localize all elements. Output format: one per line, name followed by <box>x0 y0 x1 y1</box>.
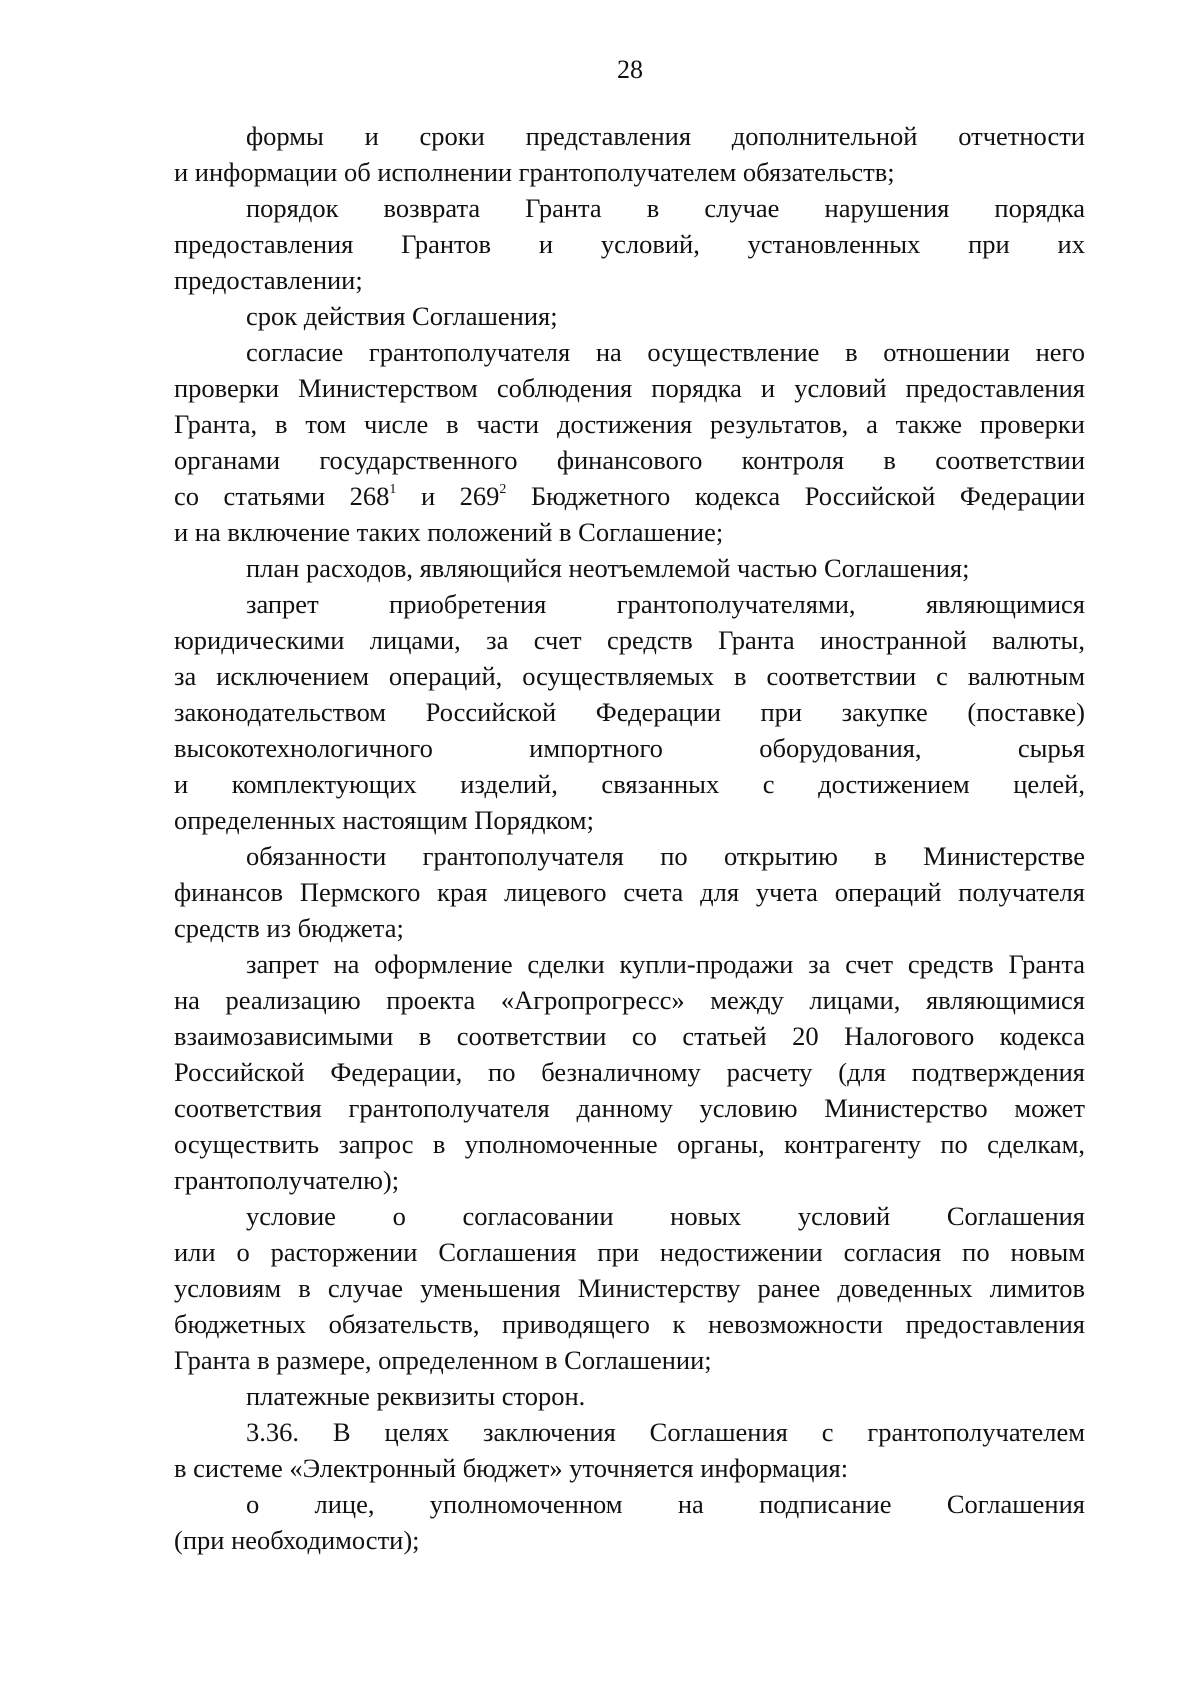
text-line: взаимозависимыми в соответствии со статьей 20 Налогового кодекса <box>174 1021 1085 1051</box>
text-line: план расходов, являющийся неотъемлемой частью Соглашения; <box>246 553 970 583</box>
text-line: запрет на оформление сделки купли-продажи за счет средств Гранта <box>246 949 1085 979</box>
text-line: срок действия Соглашения; <box>246 301 558 331</box>
superscript: 1 <box>389 482 397 497</box>
text-line: условие о согласовании новых условий Соглашения <box>246 1201 1085 1231</box>
text-line: определенных настоящим Порядком; <box>174 805 594 835</box>
document-body <box>174 118 1085 1558</box>
text-line: или о расторжении Соглашения при недостижении согласия по новым <box>174 1237 1085 1267</box>
text-line: Гранта в размере, определенном в Соглашении; <box>174 1345 712 1375</box>
text-line: Гранта, в том числе в части достижения результатов, а также проверки <box>174 409 1085 439</box>
paragraph-signatory <box>174 1486 1085 1558</box>
text-line: обязанности грантополучателя по открытию в Министерстве <box>246 841 1085 871</box>
text-line: проверки Министерством соблюдения порядка и условий предоставления <box>174 373 1085 403</box>
text-line: соответствия грантополучателя данному условию Министерство может <box>174 1093 1085 1123</box>
text-line: 3.36. В целях заключения Соглашения с грантополучателем <box>246 1417 1085 1447</box>
paragraph-section-3-36 <box>174 1414 1085 1486</box>
text-line: платежные реквизиты сторон. <box>246 1381 586 1411</box>
text-line: высокотехнологичного импортного оборудования, сырья <box>174 733 1085 763</box>
text-line: Российской Федерации, по безналичному расчету (для подтверждения <box>174 1057 1085 1087</box>
text-line: и информации об исполнении грантополучателем обязательств; <box>174 157 895 187</box>
paragraph-new-conditions <box>174 1198 1085 1378</box>
text-line: предоставлении; <box>174 265 363 295</box>
page-number: 28 <box>617 55 643 84</box>
text-line: запрет приобретения грантополучателями, являющимися <box>246 589 1085 619</box>
paragraph-payment-details <box>174 1378 1085 1414</box>
paragraph-inspection-consent <box>174 334 1085 550</box>
text-line: законодательством Российской Федерации при закупке (поставке) <box>174 697 1085 727</box>
paragraph-agreement-term <box>174 298 1085 334</box>
statute-middle: и 269 <box>396 481 500 511</box>
text-line: условиям в случае уменьшения Министерству ранее доведенных лимитов <box>174 1273 1085 1303</box>
text-line: осуществить запрос в уполномоченные органы, контрагенту по сделкам, <box>174 1129 1085 1159</box>
text-line: о лице, уполномоченном на подписание Соглашения <box>246 1489 1085 1519</box>
statute-suffix: Бюджетного кодекса Российской Федерации <box>506 481 1086 511</box>
text-line: на реализацию проекта «Агропрогресс» между лицами, являющимися <box>174 985 1085 1015</box>
text-line: и на включение таких положений в Соглашение; <box>174 517 724 547</box>
text-line: органами государственного финансового контроля в соответствии <box>174 445 1085 475</box>
paragraph-transaction-ban <box>174 946 1085 1198</box>
text-line: формы и сроки представления дополнительной отчетности <box>246 121 1085 151</box>
paragraph-expense-plan <box>174 550 1085 586</box>
superscript: 2 <box>499 482 507 497</box>
text-line: юридическими лицами, за счет средств Гранта иностранной валюты, <box>174 625 1085 655</box>
text-line: предоставления Грантов и условий, установленных при их <box>174 229 1085 259</box>
paragraph-currency-ban <box>174 586 1085 838</box>
paragraph-account-opening <box>174 838 1085 946</box>
text-line: финансов Пермского края лицевого счета для учета операций получателя <box>174 877 1085 907</box>
text-line: грантополучателю); <box>174 1165 400 1195</box>
text-line: бюджетных обязательств, приводящего к невозможности предоставления <box>174 1309 1085 1339</box>
statute-reference-line <box>174 478 1085 514</box>
text-line: в системе «Электронный бюджет» уточняется информация: <box>174 1453 849 1483</box>
text-line: средств из бюджета; <box>174 913 404 943</box>
text-line: и комплектующих изделий, связанных с достижением целей, <box>174 769 1085 799</box>
statute-prefix: со статьями 268 <box>174 481 390 511</box>
text-line: согласие грантополучателя на осуществление в отношении него <box>246 337 1085 367</box>
text-line: порядок возврата Гранта в случае нарушения порядка <box>246 193 1085 223</box>
text-line: (при необходимости); <box>174 1525 420 1555</box>
paragraph-reporting-forms <box>174 118 1085 190</box>
text-line: за исключением операций, осуществляемых в соответствии с валютным <box>174 661 1085 691</box>
paragraph-grant-return <box>174 190 1085 298</box>
